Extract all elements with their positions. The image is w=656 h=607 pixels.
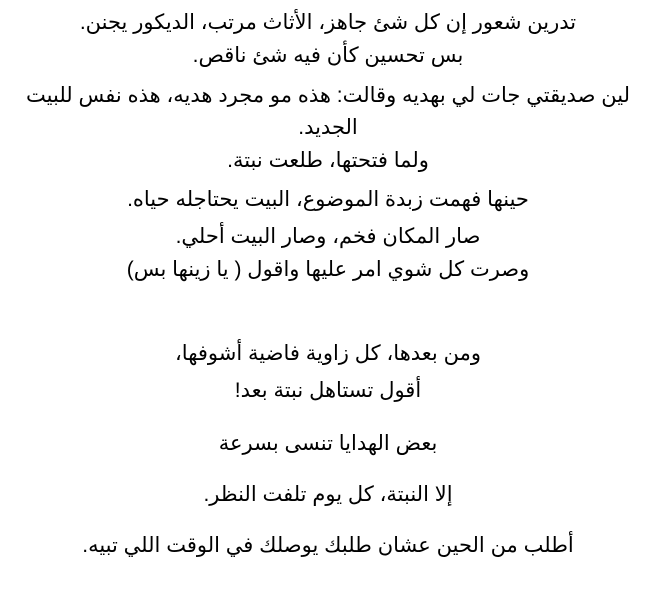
text-line-5: ولما فتحتها، طلعت نبتة.: [227, 149, 429, 172]
text-line-3: لين صديقتي جات لي بهديه وقالت: هذه مو مجرد هديه، هذه نفس للبيت: [26, 84, 630, 107]
text-line-11: بعض الهدايا تنسى بسرعة: [218, 432, 438, 455]
text-line-12: إلا النبتة، كل يوم تلفت النظر.: [203, 483, 453, 506]
text-line-9: ومن بعدها، كل زاوية فاضية أشوفها،: [175, 342, 481, 365]
text-line-1: تدرين شعور إن كل شئ جاهز، الأثاث مرتب، الديكور يجنن.: [79, 11, 577, 34]
text-line-7: صار المكان فخم، وصار البيت أحلي.: [175, 225, 481, 248]
text-line-2: بس تحسين كأن فيه شئ ناقص.: [192, 44, 464, 67]
text-line-8: وصرت كل شوي امر عليها واقول ( يا زينها بس): [126, 258, 530, 281]
text-line-6: حينها فهمت زبدة الموضوع، البيت يحتاجله حياه.: [127, 188, 529, 211]
text-line-13: أطلب من الحين عشان طلبك يوصلك في الوقت اللي تبيه.: [82, 534, 574, 557]
text-line-10: أقول تستاهل نبتة بعد!: [234, 379, 422, 402]
text-line-4: الجديد.: [298, 116, 358, 139]
